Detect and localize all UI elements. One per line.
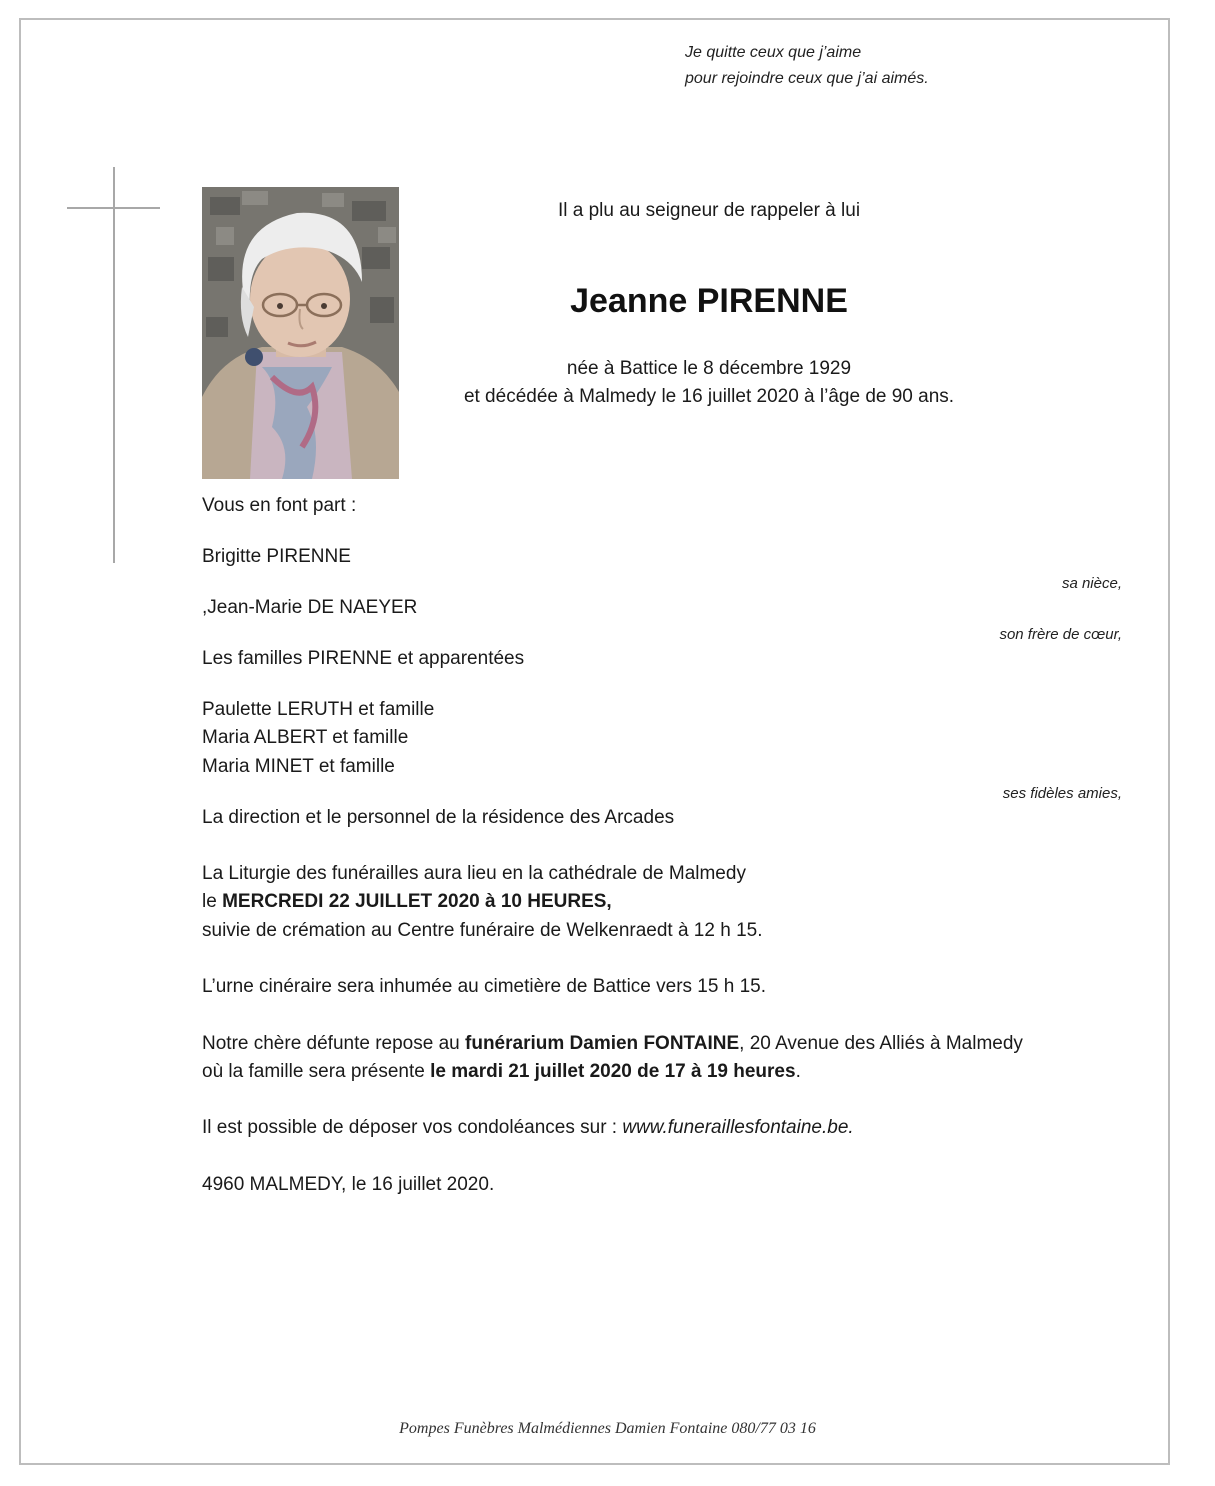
- relation-label: ses fidèles amies,: [1002, 785, 1122, 802]
- condolences-link[interactable]: www.funeraillesfontaine.be.: [622, 1117, 854, 1138]
- funerarium-name: funérarium Damien FONTAINE: [465, 1033, 740, 1054]
- funeral-line: La Liturgie des funérailles aura lieu en la cathédrale de Malmedy: [202, 863, 746, 884]
- epigraph-line: Je quitte ceux que j’aime: [685, 44, 862, 61]
- funeral-date: MERCREDI 22 JUILLET 2020 à 10 HEURES,: [222, 891, 612, 912]
- relation-label: sa nièce,: [1061, 575, 1122, 592]
- visitation-time: le mardi 21 juillet 2020 de 17 à 19 heures: [430, 1061, 796, 1082]
- visitation-prefix: où la famille sera présente: [202, 1061, 431, 1082]
- condolences-line: [202, 1117, 854, 1139]
- family-member: Les familles PIRENNE et apparentées: [202, 648, 525, 669]
- footer-funeral-home: Pompes Funèbres Malmédiennes Damien Fontaine 080/77 03 16: [399, 1420, 816, 1437]
- friend-name: Paulette LERUTH et famille: [202, 699, 435, 720]
- funeral-date-prefix: le: [202, 891, 223, 912]
- announce-heading: Vous en font part :: [202, 495, 357, 516]
- family-member: ,Jean-Marie DE NAEYER: [202, 597, 418, 618]
- cross-icon-vertical: [113, 167, 115, 563]
- visitation-suffix: .: [795, 1061, 801, 1082]
- page-border: [19, 18, 1170, 1465]
- family-member: Brigitte PIRENNE: [202, 546, 351, 567]
- epigraph-line: pour rejoindre ceux que j’ai aimés.: [685, 70, 929, 87]
- condolences-text: Il est possible de déposer vos condoléances sur :: [202, 1117, 623, 1138]
- intro-text: Il a plu au seigneur de rappeler à lui: [557, 200, 861, 221]
- place-date: 4960 MALMEDY, le 16 juillet 2020.: [202, 1174, 495, 1195]
- urn-text: L’urne cinéraire sera inhumée au cimetière de Battice vers 15 h 15.: [202, 976, 766, 997]
- rest-line: [202, 1033, 1023, 1055]
- birth-line: née à Battice le 8 décembre 1929: [566, 358, 852, 379]
- death-line: et décédée à Malmedy le 16 juillet 2020 à l’âge de 90 ans.: [463, 386, 955, 407]
- friend-name: Maria MINET et famille: [202, 756, 395, 777]
- relation-label: son frère de cœur,: [999, 626, 1122, 643]
- cross-icon-horizontal: [67, 207, 160, 209]
- epigraph: [685, 40, 929, 92]
- rest-address: , 20 Avenue des Alliés à Malmedy: [739, 1033, 1023, 1054]
- visitation-line: [202, 1061, 801, 1083]
- portrait-photo: [202, 187, 399, 479]
- rest-prefix: Notre chère défunte repose au: [202, 1033, 466, 1054]
- funeral-date-line: [202, 891, 612, 913]
- friend-name: Maria ALBERT et famille: [202, 727, 409, 748]
- dates-block: [409, 355, 1009, 411]
- family-member: La direction et le personnel de la résidence des Arcades: [202, 807, 675, 828]
- deceased-name: Jeanne PIRENNE: [570, 282, 848, 320]
- funeral-line: suivie de crémation au Centre funéraire de Welkenraedt à 12 h 15.: [202, 920, 763, 941]
